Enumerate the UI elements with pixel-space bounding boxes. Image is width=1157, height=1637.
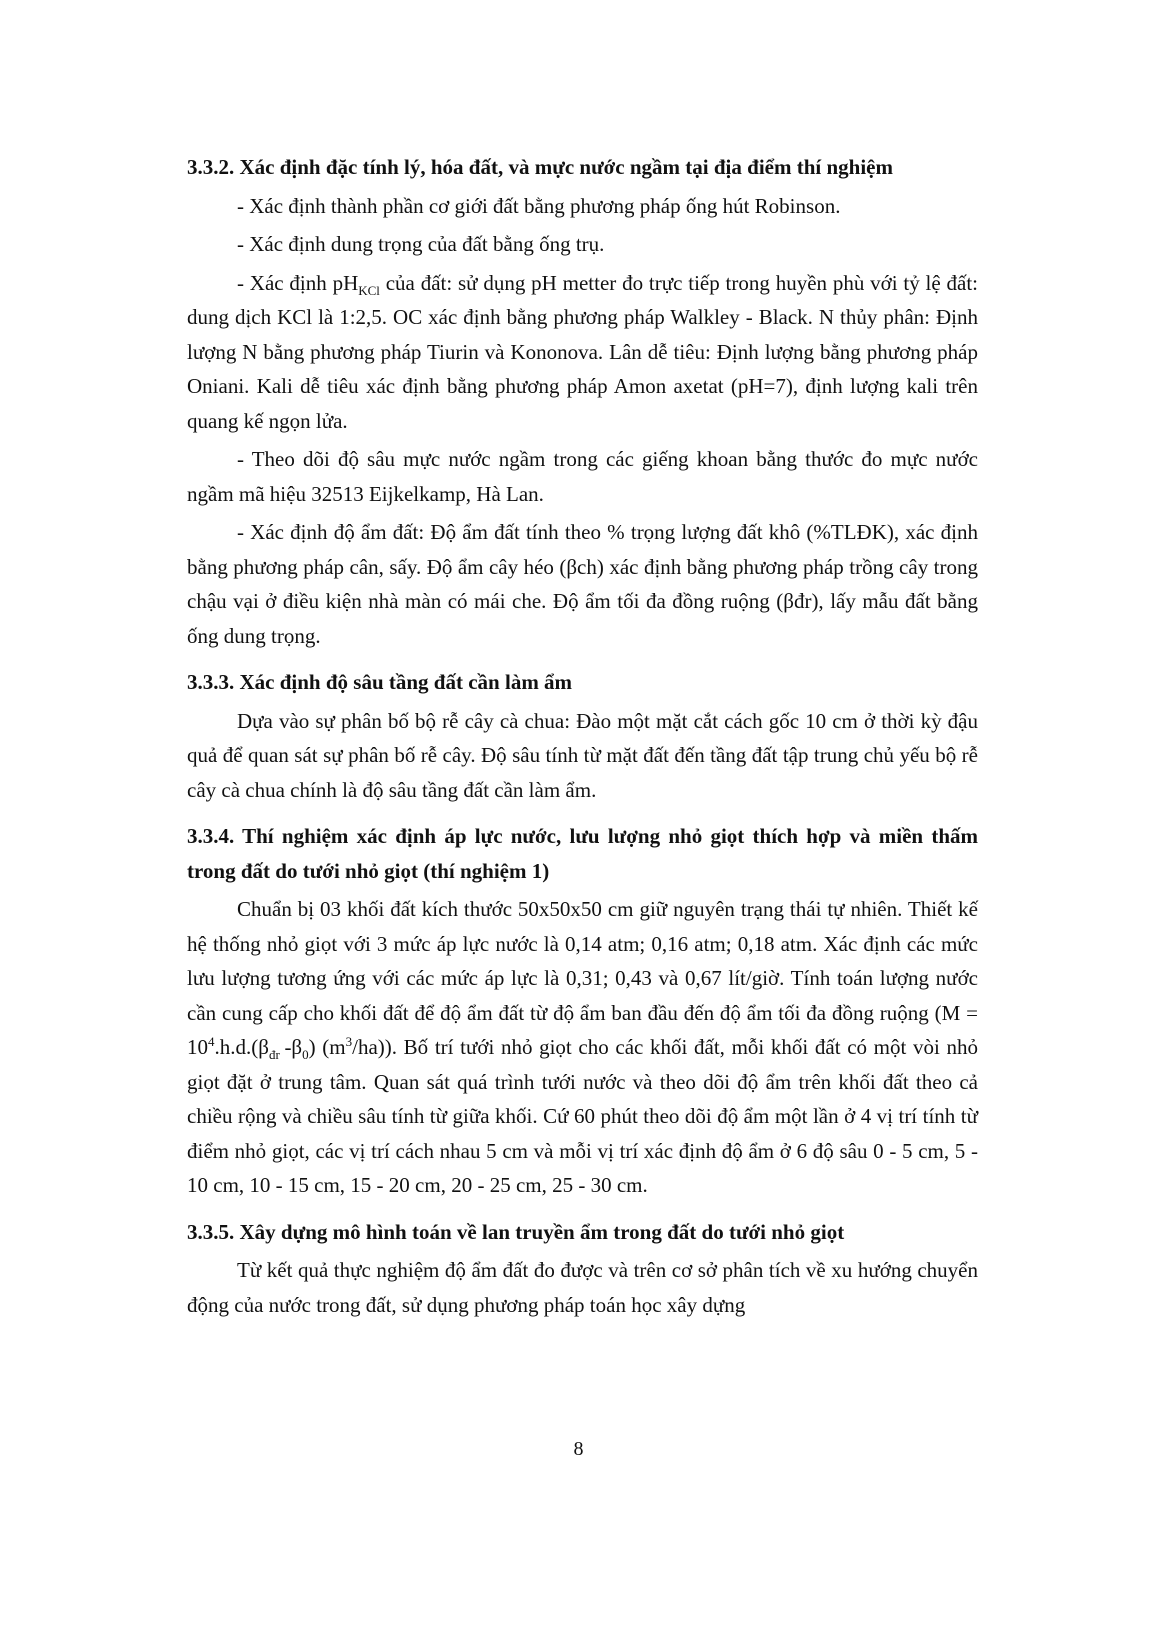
- bullet-groundwater: - Theo dõi độ sâu mực nước ngầm trong các giếng khoan bằng thước đo mực nước ngầm mã hiệu 32513 Eijkelkamp, Hà Lan.: [187, 447, 978, 506]
- formula-sub-dr: đr: [268, 1047, 285, 1063]
- formula-text-b: .h.d.(β: [214, 1035, 269, 1059]
- paragraph-drip-experiment: [187, 892, 978, 1203]
- section-heading-3-3-5: 3.3.5. Xây dựng mô hình toán về lan truyền ẩm trong đất do tưới nhỏ giọt: [187, 1219, 845, 1244]
- ph-text-start: - Xác định pH: [237, 270, 359, 295]
- paragraph-model: Từ kết quả thực nghiệm độ ẩm đất đo được và trên cơ sở phân tích về xu hướng chuyển động của nước trong đất, sử dụng phương pháp toán học xây dựng: [187, 1258, 978, 1317]
- formula-text-d: ) (m: [308, 1035, 346, 1059]
- formula-text-a: Chuẩn bị 03 khối đất kích thước 50x50x50 cm giữ nguyên trạng thái tự nhiên. Thiết kế hệ thống nhỏ giọt với 3 mức áp lực nước là 0,14 atm; 0,16 atm; 0,18 atm. Xác định các mức lưu lượng tương ứng với các mức áp lực là 0,31; 0,43 và 0,67 lít/giờ. Tính toán lượng nước cần cung cấp cho khối đất để độ ẩm đất từ độ ẩm ban đầu đến độ ẩm tối đa đồng ruộng (M = 10: [187, 897, 978, 1059]
- page-number: 8: [573, 1438, 584, 1460]
- ph-text-rest: của đất: sử dụng pH metter đo trực tiếp trong huyền phù với tỷ lệ đất: dung dịch KCl là 1:2,5. OC xác định bằng phương pháp Walkley - Black. N thủy phân: Định lượng N bằng phương pháp Tiurin và Kononova. Lân dễ tiêu: Định lượng bằng phương pháp Oniani. Kali dễ tiêu xác định bằng phương pháp Amon axetat (pH=7), định lượng kali trên quang kế ngọn lửa.: [187, 270, 978, 433]
- formula-text-c: -β: [284, 1035, 303, 1059]
- bullet-soil-moisture: - Xác định độ ẩm đất: Độ ẩm đất tính theo % trọng lượng đất khô (%TLĐK), xác định bằng phương pháp cân, sấy. Độ ẩm cây héo (βch) xác định bằng phương pháp trồng cây trong chậu vại ở điều kiện nhà màn có mái che. Độ ẩm tối đa đồng ruộng (βđr), lấy mẫu đất bằng ống dung trọng.: [187, 520, 978, 648]
- bullet-bulk-density: - Xác định dung trọng của đất bằng ống trụ.: [237, 232, 605, 256]
- section-heading-3-3-3: 3.3.3. Xác định độ sâu tầng đất cần làm ẩm: [187, 670, 573, 694]
- bullet-ph-kcl: [187, 266, 978, 439]
- paragraph-root-depth: Dựa vào sự phân bố bộ rễ cây cà chua: Đào một mặt cắt cách gốc 10 cm ở thời kỳ đậu quả để quan sát sự phân bố rễ cây. Độ sâu tính từ mặt đất đến tầng đất tập trung chủ yếu bộ rễ cây cà chua chính là độ sâu tầng đất cần làm ẩm.: [187, 708, 978, 802]
- ph-subscript-kcl: KCl: [358, 282, 380, 298]
- formula-text-e: /ha)). Bố trí tưới nhỏ giọt cho các khối đất, mỗi khối đất có một vòi nhỏ giọt đặt ở trung tâm. Quan sát quá trình tưới nước và theo dõi độ ẩm trên khối đất theo cả chiều rộng và chiều sâu tính từ giữa khối. Cứ 60 phút theo dõi độ ẩm một lần ở 4 vị trí tính từ điểm nhỏ giọt, các vị trí cách nhau 5 cm và mỗi vị trí xác định độ ẩm ở 6 độ sâu 0 - 5 cm, 5 - 10 cm, 10 - 15 cm, 15 - 20 cm, 20 - 25 cm, 25 - 30 cm.: [187, 1035, 978, 1197]
- formula-sup-3: 3: [345, 1034, 353, 1049]
- formula-sup-4: 4: [208, 1034, 215, 1049]
- section-heading-3-3-4: 3.3.4. Thí nghiệm xác định áp lực nước, lưu lượng nhỏ giọt thích hợp và miền thấm trong đất do tưới nhỏ giọt (thí nghiệm 1): [187, 824, 978, 883]
- document-page: [187, 150, 978, 1322]
- formula-sub-0: 0: [302, 1047, 309, 1063]
- section-heading-3-3-2: 3.3.2. Xác định đặc tính lý, hóa đất, và mực nước ngầm tại địa điểm thí nghiệm: [187, 155, 893, 179]
- bullet-robinson: - Xác định thành phần cơ giới đất bằng phương pháp ống hút Robinson.: [237, 193, 841, 218]
